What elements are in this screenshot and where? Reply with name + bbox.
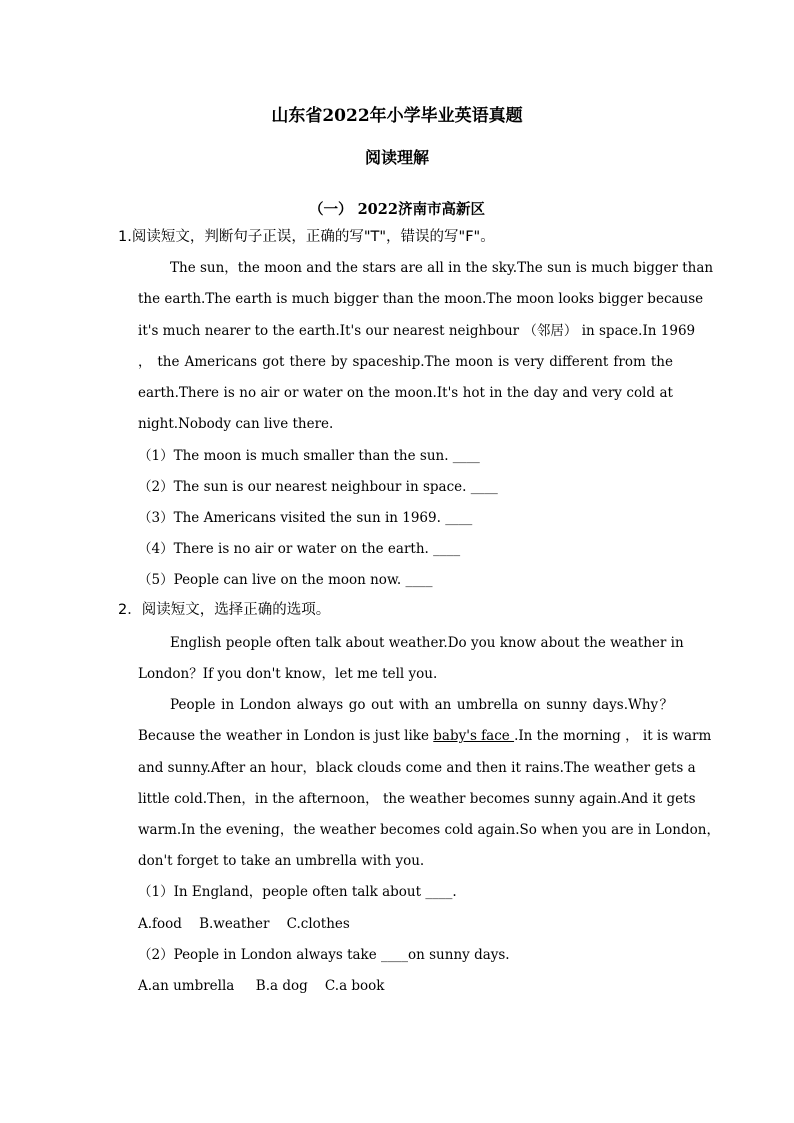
q1-passage-line: earth.There is no air or water on the moon.It's hot in the day and very cold at (138, 385, 673, 401)
q1-item-2: （2）The sun is our nearest neighbour in space. ____ (138, 479, 498, 495)
q1-passage-line: the earth.The earth is much bigger than the moon.The moon looks bigger because (138, 291, 704, 307)
q1-instruction: 1.阅读短文，判断句子正误，正确的写"T"，错误的写"F"。 (118, 229, 495, 245)
q1-passage-line: The sun，the moon and the stars are all in the sky.The sun is much bigger than (170, 260, 714, 276)
q2-passage-line: and sunny.After an hour，black clouds come and then it rains.The weather gets a (138, 760, 696, 776)
q1-item-1: （1）The moon is much smaller than the sun. ____ (138, 448, 480, 464)
q1-passage-line: ， the Americans got there by spaceship.The moon is very different from the (138, 354, 673, 370)
page-title: 山东省2022年小学毕业英语真题 (271, 106, 523, 126)
q2-item-2: （2）People in London always take ____on sunny days. (138, 947, 510, 963)
q2-passage-line: Because the weather in London is just like baby's face .In the morning ， it is warm (138, 728, 712, 744)
section-heading: （一） 2022济南市高新区 (309, 201, 485, 218)
q1-item-5: （5）People can live on the moon now. ____ (138, 572, 433, 588)
q2-instruction: 2．阅读短文，选择正确的选项。 (118, 602, 331, 618)
q2-item-2-options: A.an umbrella B.a dog C.a book (138, 978, 385, 994)
q2-item-1-options: A.food B.weather C.clothes (138, 916, 350, 932)
q2-passage-line: People in London always go out with an umbrella on sunny days.Why？ (170, 697, 673, 713)
q2-item-1: （1）In England，people often talk about ____. (138, 884, 457, 900)
underlined-phrase: baby's face (433, 728, 515, 744)
q2-passage-line: warm.In the evening，the weather becomes cold again.So when you are in London， (138, 822, 720, 838)
q1-item-3: （3）The Americans visited the sun in 1969. ____ (138, 510, 473, 526)
q2-passage-line: don't forget to take an umbrella with you. (138, 853, 425, 869)
q2-passage-line: English people often talk about weather.Do you know about the weather in (170, 635, 684, 651)
q2-passage-line: little cold.Then，in the afternoon， the weather becomes sunny again.And it gets (138, 791, 696, 807)
q2-passage-line: London？If you don't know，let me tell you. (138, 666, 438, 682)
q1-item-4: （4）There is no air or water on the earth. ____ (138, 541, 461, 557)
q1-passage-line: night.Nobody can live there. (138, 416, 334, 432)
q1-passage-line: it's much nearer to the earth.It's our nearest neighbour （邻居） in space.In 1969 (138, 323, 696, 339)
page-subtitle: 阅读理解 (364, 148, 429, 167)
